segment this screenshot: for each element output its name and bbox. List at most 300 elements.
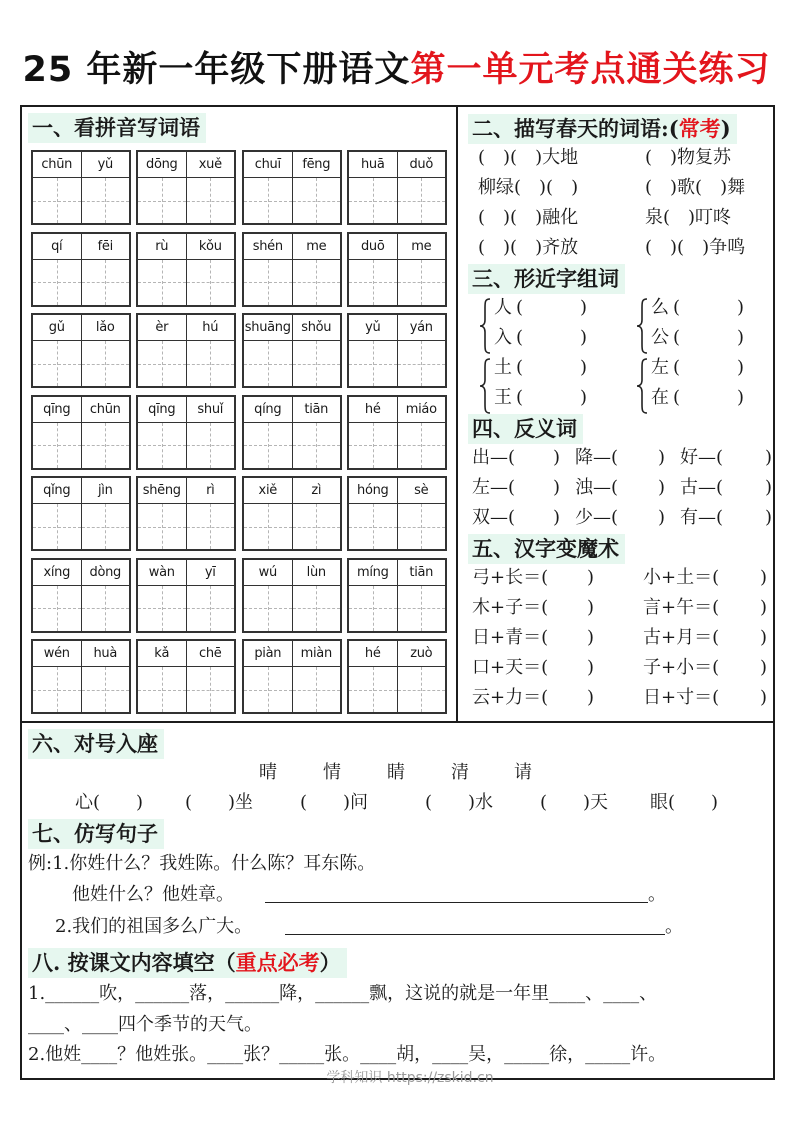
char-cell — [244, 397, 293, 468]
pinyin-label: tiān — [398, 560, 446, 586]
close-paren: ) — [760, 597, 768, 618]
antonym-item: 出—( — [472, 447, 516, 468]
char-cell — [244, 560, 293, 631]
antonym-item: 有—( — [680, 507, 724, 528]
pinyin-label: shǒu — [293, 315, 341, 341]
char-cell — [244, 152, 293, 223]
writing-grid — [293, 586, 341, 631]
pinyin-label: miáo — [398, 397, 446, 423]
writing-grid — [138, 178, 186, 223]
end-mark: 。 — [665, 916, 683, 937]
spring-phrase-item: ( )( )争鸣 — [645, 237, 746, 258]
char-magic-item: 弓+长＝( — [472, 567, 549, 588]
char-cell — [293, 152, 341, 223]
char-cell — [293, 560, 341, 631]
spring-phrase-item: 泉( )叮咚 — [645, 207, 732, 228]
char-cell — [82, 234, 130, 305]
pinyin-label: zì — [293, 478, 341, 504]
spring-phrase-item: 柳绿( )( ) — [478, 177, 579, 198]
writing-grid — [187, 667, 235, 712]
word-box — [136, 232, 236, 307]
antonym-item: 古—( — [680, 477, 724, 498]
spring-phrase-item: ( )物复苏 — [645, 147, 732, 168]
word-box — [31, 476, 131, 551]
word-box — [136, 639, 236, 714]
antonym-item: 双—( — [472, 507, 516, 528]
writing-grid — [293, 423, 341, 468]
open-paren: ( — [673, 387, 681, 408]
char-cell — [138, 478, 187, 549]
close-paren: ) — [658, 507, 666, 528]
pinyin-label: wén — [33, 641, 81, 667]
writing-grid — [244, 341, 292, 386]
writing-grid — [138, 341, 186, 386]
pinyin-label: miàn — [293, 641, 341, 667]
word-box — [136, 395, 236, 470]
pinyin-label: gǔ — [33, 315, 81, 341]
close-paren: ) — [760, 657, 768, 678]
char-cell — [82, 152, 130, 223]
word-box — [31, 639, 131, 714]
pinyin-label: míng — [349, 560, 397, 586]
section7-heading: 七、仿写句子 — [28, 819, 164, 849]
answer-blank-1 — [265, 902, 648, 903]
brace-icon — [636, 358, 648, 414]
close-paren: ) — [765, 507, 773, 528]
candidate-char: 情 — [323, 762, 341, 783]
char-magic-item: 子+小＝( — [643, 657, 720, 678]
word-box — [136, 150, 236, 225]
pinyin-label: shēng — [138, 478, 186, 504]
writing-grid — [187, 178, 235, 223]
writing-grid — [187, 423, 235, 468]
writing-grid — [398, 504, 446, 549]
candidate-char: 清 — [451, 762, 469, 783]
writing-grid — [349, 178, 397, 223]
pinyin-label: lǎo — [82, 315, 130, 341]
antonym-item: 少—( — [575, 507, 619, 528]
spring-phrase-item: ( )( )齐放 — [478, 237, 579, 258]
char-cell — [398, 315, 446, 386]
close-paren: ) — [587, 627, 595, 648]
char-magic-item: 云+力＝( — [472, 687, 549, 708]
word-box — [242, 232, 342, 307]
pinyin-label: dòng — [82, 560, 130, 586]
char-cell — [138, 152, 187, 223]
char-cell — [33, 152, 82, 223]
watermark: 学科知识 https://zskid.cn — [326, 1070, 494, 1086]
antonym-item: 浊—( — [575, 477, 619, 498]
spring-phrase-item: ( )( )大地 — [478, 147, 579, 168]
writing-grid — [33, 178, 81, 223]
writing-grid — [187, 341, 235, 386]
candidate-char: 睛 — [387, 762, 405, 783]
writing-grid — [349, 341, 397, 386]
char-cell — [33, 315, 82, 386]
char-cell — [82, 397, 130, 468]
writing-grid — [33, 260, 81, 305]
word-box — [242, 150, 342, 225]
char-cell — [349, 397, 398, 468]
char-cell — [349, 641, 398, 712]
writing-grid — [398, 260, 446, 305]
pinyin-label: hóng — [349, 478, 397, 504]
char-cell — [187, 478, 235, 549]
brace-icon — [479, 298, 491, 354]
similar-char: 公 — [651, 327, 669, 348]
pinyin-label: rù — [138, 234, 186, 260]
word-box — [136, 558, 236, 633]
writing-grid — [138, 260, 186, 305]
char-cell — [138, 560, 187, 631]
key-exam-tag: 重点必考 — [235, 950, 320, 975]
section4-heading: 四、反义词 — [468, 414, 583, 444]
char-cell — [398, 397, 446, 468]
writing-grid — [82, 667, 130, 712]
writing-grid — [349, 504, 397, 549]
section8-heading-close: ） — [319, 950, 341, 975]
word-box — [242, 639, 342, 714]
word-box — [136, 313, 236, 388]
close-paren: ) — [658, 447, 666, 468]
pinyin-label: huà — [82, 641, 130, 667]
pinyin-label: rì — [187, 478, 235, 504]
pinyin-label: yī — [187, 560, 235, 586]
similar-char: 土 — [494, 357, 512, 378]
char-cell — [398, 152, 446, 223]
word-box — [31, 395, 131, 470]
word-box — [347, 558, 447, 633]
close-paren: ) — [737, 357, 745, 378]
similar-char: 么 — [651, 297, 669, 318]
char-cell — [293, 397, 341, 468]
word-box — [136, 476, 236, 551]
imitation-prompt-1: 他姓什么？他姓章。 — [72, 884, 234, 905]
pinyin-label: wú — [244, 560, 292, 586]
pinyin-label: huā — [349, 152, 397, 178]
writing-grid — [138, 504, 186, 549]
pinyin-label: hú — [187, 315, 235, 341]
similar-char: 入 — [494, 327, 512, 348]
section8-heading — [28, 948, 347, 978]
writing-grid — [33, 341, 81, 386]
word-box — [242, 558, 342, 633]
word-box — [31, 150, 131, 225]
close-paren: ) — [765, 477, 773, 498]
close-paren: ) — [587, 657, 595, 678]
word-box — [347, 313, 447, 388]
char-magic-item: 木+子＝( — [472, 597, 549, 618]
char-magic-item: 言+午＝( — [643, 597, 720, 618]
example-sentence: 例:1.你姓什么？我姓陈。什么陈？耳东陈。 — [28, 853, 376, 874]
char-cell — [82, 560, 130, 631]
writing-grid — [82, 341, 130, 386]
writing-grid — [33, 667, 81, 712]
word-box — [347, 232, 447, 307]
writing-grid — [82, 586, 130, 631]
char-cell — [33, 560, 82, 631]
close-paren: ) — [580, 327, 588, 348]
writing-grid — [138, 586, 186, 631]
close-paren: ) — [587, 687, 595, 708]
char-cell — [244, 641, 293, 712]
char-cell — [33, 478, 82, 549]
writing-grid — [398, 586, 446, 631]
pinyin-label: sè — [398, 478, 446, 504]
word-box — [31, 558, 131, 633]
close-paren: ) — [580, 297, 588, 318]
writing-grid — [244, 178, 292, 223]
writing-grid — [138, 423, 186, 468]
match-item: 心( ) — [75, 792, 144, 813]
spring-phrase-item: ( )( )融化 — [478, 207, 579, 228]
char-cell — [349, 478, 398, 549]
pinyin-label: shuǐ — [187, 397, 235, 423]
writing-grid — [293, 178, 341, 223]
char-cell — [82, 478, 130, 549]
writing-grid — [244, 504, 292, 549]
writing-grid — [33, 504, 81, 549]
match-item: ( )天 — [540, 792, 609, 813]
close-paren: ) — [553, 507, 561, 528]
writing-grid — [138, 667, 186, 712]
char-cell — [138, 315, 187, 386]
similar-char: 王 — [494, 387, 512, 408]
char-magic-item: 小+土＝( — [643, 567, 720, 588]
writing-grid — [82, 178, 130, 223]
writing-grid — [349, 667, 397, 712]
writing-grid — [349, 586, 397, 631]
end-mark: 。 — [648, 884, 666, 905]
pinyin-label: qí — [33, 234, 81, 260]
pinyin-label: xíng — [33, 560, 81, 586]
similar-char: 左 — [651, 357, 669, 378]
pinyin-label: xuě — [187, 152, 235, 178]
writing-grid — [82, 504, 130, 549]
open-paren: ( — [516, 327, 524, 348]
char-cell — [349, 234, 398, 305]
word-box — [347, 395, 447, 470]
writing-grid — [349, 260, 397, 305]
writing-grid — [244, 423, 292, 468]
char-cell — [293, 234, 341, 305]
char-cell — [187, 397, 235, 468]
pinyin-label: piàn — [244, 641, 292, 667]
similar-char: 人 — [494, 297, 512, 318]
pinyin-label: èr — [138, 315, 186, 341]
char-cell — [187, 315, 235, 386]
pinyin-label: chē — [187, 641, 235, 667]
char-cell — [82, 641, 130, 712]
match-item: ( )问 — [300, 792, 369, 813]
pinyin-label: chuī — [244, 152, 292, 178]
pinyin-label: me — [293, 234, 341, 260]
word-box — [31, 313, 131, 388]
close-paren: ) — [580, 387, 588, 408]
char-cell — [349, 560, 398, 631]
pinyin-label: chūn — [82, 397, 130, 423]
open-paren: ( — [673, 327, 681, 348]
word-box — [242, 476, 342, 551]
writing-grid — [33, 423, 81, 468]
open-paren: ( — [516, 357, 524, 378]
close-paren: ) — [580, 357, 588, 378]
pinyin-label: jìn — [82, 478, 130, 504]
writing-grid — [244, 586, 292, 631]
pinyin-label: lùn — [293, 560, 341, 586]
pinyin-label: shén — [244, 234, 292, 260]
frequently-tested-tag: 常考 — [678, 116, 721, 141]
char-cell — [138, 234, 187, 305]
char-magic-item: 古+月＝( — [643, 627, 720, 648]
close-paren: ) — [737, 297, 745, 318]
writing-grid — [398, 423, 446, 468]
close-paren: ) — [553, 477, 561, 498]
imitation-prompt-2: 2.我们的祖国多么广大。 — [55, 916, 253, 937]
pinyin-label: dōng — [138, 152, 186, 178]
fill-blank-line-3: 2.他姓____？他姓张。____张？_____张。____胡，____吴，_____徐，_____许。 — [28, 1044, 667, 1065]
char-cell — [187, 641, 235, 712]
writing-grid — [244, 667, 292, 712]
word-box — [242, 313, 342, 388]
title-grade-subject: 25 年新一年级下册语文 — [22, 50, 411, 90]
char-cell — [398, 478, 446, 549]
pinyin-label: kǒu — [187, 234, 235, 260]
char-cell — [398, 641, 446, 712]
open-paren: ( — [516, 297, 524, 318]
section3-heading: 三、形近字组词 — [468, 264, 625, 294]
pinyin-label: shuāng — [244, 315, 292, 341]
char-cell — [398, 234, 446, 305]
char-cell — [244, 478, 293, 549]
writing-grid — [293, 260, 341, 305]
section8-heading-text: 八. 按课文内容填空（ — [32, 950, 236, 975]
section2-heading-text: 二、描写春天的词语:( — [472, 116, 679, 141]
pinyin-label: qǐng — [33, 478, 81, 504]
word-box — [347, 476, 447, 551]
candidate-char: 请 — [514, 762, 532, 783]
section6-heading: 六、对号入座 — [28, 729, 164, 759]
close-paren: ) — [760, 567, 768, 588]
writing-grid — [349, 423, 397, 468]
char-magic-item: 日+青＝( — [472, 627, 549, 648]
pinyin-label: me — [398, 234, 446, 260]
word-box — [347, 639, 447, 714]
close-paren: ) — [658, 477, 666, 498]
section2-heading — [468, 114, 737, 144]
char-magic-item: 口+天＝( — [472, 657, 549, 678]
char-cell — [138, 397, 187, 468]
pinyin-label: xiě — [244, 478, 292, 504]
antonym-item: 降—( — [575, 447, 619, 468]
char-magic-item: 日+寸＝( — [643, 687, 720, 708]
pinyin-label: wàn — [138, 560, 186, 586]
char-cell — [293, 641, 341, 712]
fill-blank-line-1: 1.______吹，______落，______降，______飘，这说的就是一年里____、____、 — [28, 983, 658, 1004]
close-paren: ) — [760, 627, 768, 648]
pinyin-label: yǔ — [82, 152, 130, 178]
pinyin-label: yǔ — [349, 315, 397, 341]
pinyin-label: fēng — [293, 152, 341, 178]
pinyin-label: duō — [349, 234, 397, 260]
writing-grid — [33, 586, 81, 631]
section5-heading: 五、汉字变魔术 — [468, 534, 625, 564]
writing-grid — [293, 667, 341, 712]
writing-grid — [187, 260, 235, 305]
antonym-item: 好—( — [680, 447, 724, 468]
similar-char: 在 — [651, 387, 669, 408]
word-box — [347, 150, 447, 225]
column-divider — [456, 105, 458, 723]
close-paren: ) — [553, 447, 561, 468]
section1-heading: 一、看拼音写词语 — [28, 113, 206, 143]
close-paren: ) — [737, 327, 745, 348]
writing-grid — [187, 504, 235, 549]
pinyin-label: yán — [398, 315, 446, 341]
pinyin-label: hé — [349, 397, 397, 423]
antonym-item: 左—( — [472, 477, 516, 498]
pinyin-label: zuò — [398, 641, 446, 667]
char-cell — [293, 315, 341, 386]
title-unit-practice: 第一单元考点通关练习 — [410, 50, 771, 90]
answer-blank-2 — [285, 934, 665, 935]
pinyin-label: qīng — [33, 397, 81, 423]
pinyin-label: qīng — [138, 397, 186, 423]
writing-grid — [398, 667, 446, 712]
writing-grid — [293, 341, 341, 386]
section2-heading-close: ) — [720, 116, 731, 141]
char-cell — [33, 397, 82, 468]
pinyin-label: kǎ — [138, 641, 186, 667]
char-cell — [33, 234, 82, 305]
pinyin-label: duǒ — [398, 152, 446, 178]
match-item: ( )水 — [425, 792, 494, 813]
pinyin-label: fēi — [82, 234, 130, 260]
char-cell — [293, 478, 341, 549]
brace-icon — [636, 298, 648, 354]
char-cell — [138, 641, 187, 712]
pinyin-label: hé — [349, 641, 397, 667]
pinyin-label: tiān — [293, 397, 341, 423]
writing-grid — [187, 586, 235, 631]
open-paren: ( — [673, 297, 681, 318]
writing-grid — [293, 504, 341, 549]
pinyin-label: chūn — [33, 152, 81, 178]
match-item: 眼( ) — [650, 792, 719, 813]
char-cell — [398, 560, 446, 631]
close-paren: ) — [737, 387, 745, 408]
brace-icon — [479, 358, 491, 414]
candidate-char: 晴 — [259, 762, 277, 783]
close-paren: ) — [587, 597, 595, 618]
char-cell — [244, 315, 293, 386]
writing-grid — [398, 341, 446, 386]
match-item: ( )坐 — [185, 792, 254, 813]
char-cell — [244, 234, 293, 305]
word-box — [242, 395, 342, 470]
close-paren: ) — [765, 447, 773, 468]
word-box — [31, 232, 131, 307]
char-cell — [349, 315, 398, 386]
writing-grid — [244, 260, 292, 305]
char-cell — [187, 234, 235, 305]
writing-grid — [398, 178, 446, 223]
char-cell — [187, 152, 235, 223]
section-divider — [20, 721, 775, 723]
char-cell — [33, 641, 82, 712]
char-cell — [187, 560, 235, 631]
open-paren: ( — [673, 357, 681, 378]
